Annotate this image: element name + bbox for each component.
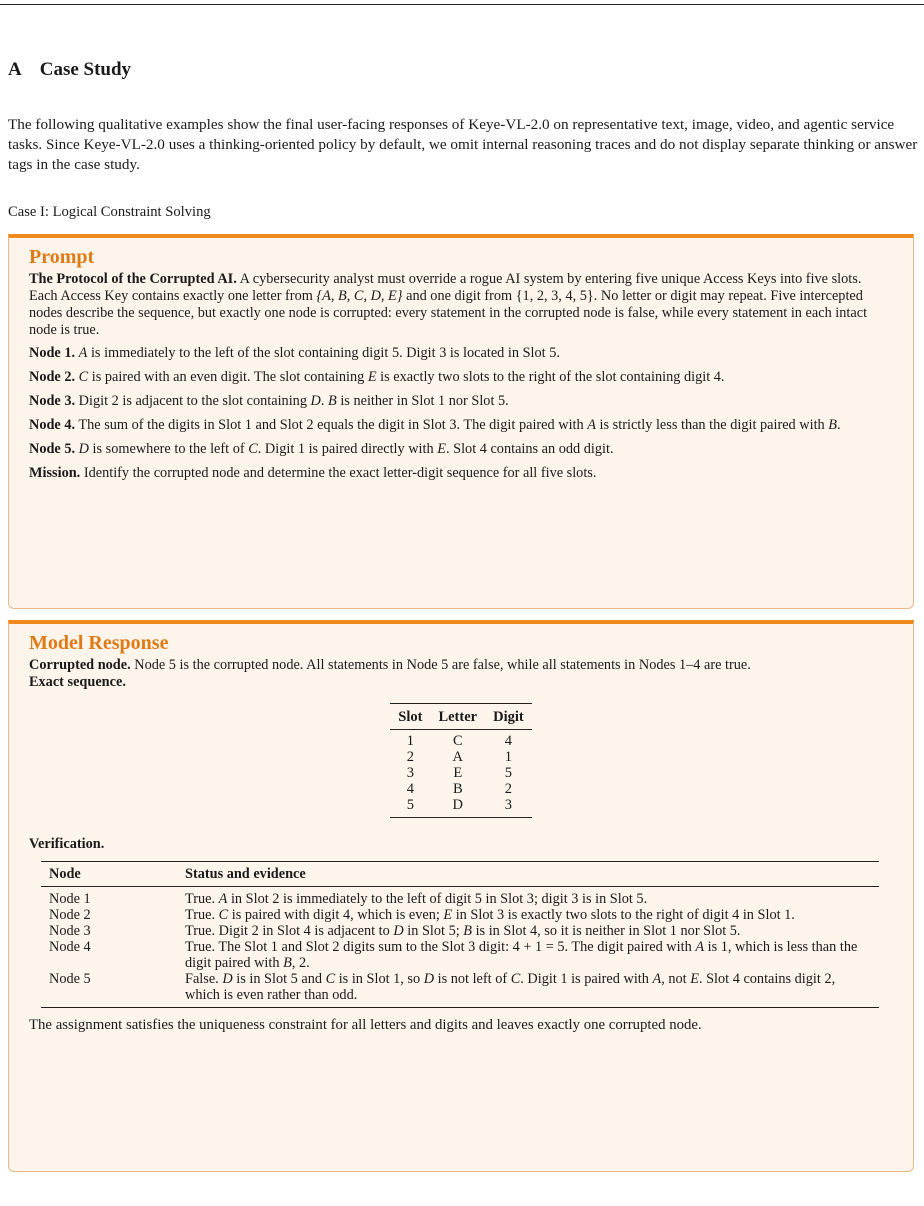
sequence-header-letter: Letter xyxy=(430,704,485,730)
sequence-label: Exact sequence. xyxy=(29,674,126,690)
verification-row xyxy=(41,923,879,939)
section-heading xyxy=(8,59,131,81)
variable-text: D xyxy=(222,971,233,987)
prompt-title: Prompt xyxy=(29,246,95,268)
node-statement xyxy=(29,393,893,410)
node-statement xyxy=(29,417,893,434)
protocol-text-1: A cybersecurity analyst must override a rogue AI system by entering five unique Access Keys into five slots. Each Access Key contains exactly one letter from xyxy=(29,271,862,304)
variable-text: E xyxy=(443,907,453,923)
response-title: Model Response xyxy=(29,632,169,654)
sequence-header-row xyxy=(390,704,531,730)
evidence-text: is in Slot 4, so it is neither in Slot 1 nor Slot 5. xyxy=(472,923,741,939)
variable-text: A xyxy=(695,939,705,955)
verification-status-cell xyxy=(177,939,879,971)
protocol-paragraph xyxy=(29,271,893,339)
verification-row xyxy=(41,907,879,923)
response-box xyxy=(8,620,914,1172)
variable-text: D xyxy=(78,441,89,457)
variable-text: E xyxy=(690,971,699,987)
node-statement xyxy=(29,345,893,362)
statement-text: Digit 2 is adjacent to the slot containing xyxy=(78,393,311,409)
protocol-text-3: . No letter or digit may repeat. Five intercepted nodes describe the sequence, but exactly one node is corrupted: every statement in the corrupted node is false, while every statement in each intact node is true. xyxy=(29,288,868,338)
verification-body xyxy=(41,887,879,1008)
digit-set: {1, 2, 3, 4, 5} xyxy=(515,288,594,304)
evidence-text: is 1, which is less than the digit paired with xyxy=(185,939,858,971)
verification-status-cell xyxy=(177,923,879,939)
slot-cell: 5 xyxy=(406,797,414,813)
evidence-text: False. xyxy=(185,971,223,987)
verification-header-node: Node xyxy=(41,862,177,887)
variable-text: C xyxy=(325,971,336,987)
slot-cell: 4 xyxy=(406,781,414,797)
section-title: Case Study xyxy=(39,59,132,80)
statement-text: is exactly two slots to the right of the slot containing digit 4. xyxy=(376,369,725,385)
variable-text: C xyxy=(78,369,89,385)
node-list xyxy=(29,345,893,458)
section-number: A xyxy=(8,59,22,80)
statement-text: is strictly less than the digit paired with xyxy=(595,417,829,433)
node-label: Node 3. xyxy=(29,393,76,409)
variable-text: D xyxy=(393,923,404,939)
statement-text: . xyxy=(837,417,841,433)
node-label: Node 4. xyxy=(29,417,76,433)
statement-text: . Slot 4 contains an odd digit. xyxy=(445,441,614,457)
statement-text: is immediately to the left of the slot containing digit 5. Digit 3 is located in Slot 5. xyxy=(87,345,560,361)
mission-paragraph xyxy=(29,465,893,482)
case-label: Case I: Logical Constraint Solving xyxy=(8,204,211,220)
evidence-text: in Slot 2 is immediately to the left of digit 5 in Slot 3; digit 3 is in Slot 5. xyxy=(227,891,648,907)
evidence-text: is in Slot 5 and xyxy=(232,971,326,987)
evidence-text: is paired with digit 4, which is even; xyxy=(228,907,444,923)
evidence-text: True. xyxy=(185,907,219,923)
statement-text: The sum of the digits in Slot 1 and Slot 2 equals the digit in Slot 3. The digit paired with xyxy=(78,417,588,433)
verification-node-cell: Node 2 xyxy=(49,907,91,923)
protocol-text-2: and one digit from xyxy=(406,288,513,304)
variable-text: A xyxy=(652,971,662,987)
variable-text: E xyxy=(437,441,446,457)
node-label: Node 5. xyxy=(29,441,76,457)
sequence-header-digit: Digit xyxy=(485,704,532,730)
corrupted-label: Corrupted node. xyxy=(29,657,131,673)
corrupted-text: Node 5 is the corrupted node. All statements in Node 5 are false, while all statements in Nodes 1–4 are true. xyxy=(134,657,751,673)
evidence-text: . Digit 1 is paired with xyxy=(520,971,653,987)
corrupted-paragraph xyxy=(29,657,893,674)
letter-cell: E xyxy=(453,765,463,781)
evidence-text: True. Digit 2 in Slot 4 is adjacent to xyxy=(185,923,394,939)
variable-text: C xyxy=(218,907,229,923)
sequence-row xyxy=(390,730,531,750)
closing-paragraph: The assignment satisfies the uniqueness constraint for all letters and digits and leaves exactly one corrupted node. xyxy=(29,1017,702,1033)
top-rule xyxy=(0,4,924,5)
node-label: Node 1. xyxy=(29,345,76,361)
statement-text: . Digit 1 is paired directly with xyxy=(257,441,438,457)
digit-cell: 4 xyxy=(504,733,513,749)
slot-cell: 1 xyxy=(406,733,414,749)
sequence-row xyxy=(390,765,531,781)
prompt-box xyxy=(8,234,914,609)
variable-text: B xyxy=(283,955,292,971)
variable-text: D xyxy=(310,393,321,409)
verification-row xyxy=(41,887,879,908)
variable-text: A xyxy=(587,417,596,433)
statement-text: is neither in Slot 1 nor Slot 5. xyxy=(336,393,509,409)
evidence-text: in Slot 3 is exactly two slots to the right of digit 4 in Slot 1. xyxy=(452,907,795,923)
evidence-text: is in Slot 1, so xyxy=(335,971,424,987)
intro-paragraph: The following qualitative examples show the final user-facing responses of Keye-VL-2.0 on representative text, image, video, and agentic service tasks. Since Keye-VL-2.0 uses a thinking-oriented policy by default, we omit internal reasoning traces and do not display separate thinking or answer tags in the case study. xyxy=(8,116,918,173)
verification-header-status: Status and evidence xyxy=(177,862,879,887)
mission-text: Identify the corrupted node and determine the exact letter-digit sequence for all five slots. xyxy=(83,465,597,481)
mission-label: Mission. xyxy=(29,465,81,481)
verification-node-cell: Node 1 xyxy=(49,891,91,907)
digit-cell: 1 xyxy=(504,749,513,765)
node-statement xyxy=(29,369,893,386)
variable-text: A xyxy=(218,891,228,907)
variable-text: D xyxy=(423,971,435,987)
letter-cell: D xyxy=(452,797,464,813)
statement-text: is paired with an even digit. The slot containing xyxy=(88,369,368,385)
sequence-row xyxy=(390,797,531,818)
verification-table xyxy=(41,861,879,1008)
variable-text: E xyxy=(367,369,377,385)
letter-cell: C xyxy=(452,733,463,749)
verification-status-cell xyxy=(177,907,879,923)
verification-node-cell: Node 5 xyxy=(49,971,91,987)
sequence-row xyxy=(390,749,531,765)
slot-cell: 3 xyxy=(406,765,414,781)
sequence-header-slot: Slot xyxy=(390,704,430,730)
evidence-text: , 2. xyxy=(291,955,310,971)
verification-header-row xyxy=(41,862,879,887)
evidence-text: is not left of xyxy=(434,971,511,987)
variable-text: C xyxy=(510,971,521,987)
verification-status-cell xyxy=(177,887,879,908)
statement-text: . xyxy=(320,393,329,409)
digit-cell: 2 xyxy=(504,781,513,797)
variable-text: B xyxy=(828,417,838,433)
node-label: Node 2. xyxy=(29,369,76,385)
verification-label: Verification. xyxy=(29,836,105,852)
digit-cell: 3 xyxy=(504,797,513,813)
digit-cell: 5 xyxy=(504,765,513,781)
protocol-lead: The Protocol of the Corrupted AI. xyxy=(29,271,237,287)
sequence-table xyxy=(390,703,531,818)
sequence-body xyxy=(390,730,531,818)
sequence-row xyxy=(390,781,531,797)
verification-node-cell: Node 3 xyxy=(49,923,91,939)
statement-text: is somewhere to the left of xyxy=(88,441,249,457)
letter-cell: B xyxy=(452,781,463,797)
letter-set: {A, B, C, D, E} xyxy=(316,288,403,304)
evidence-text: , not xyxy=(661,971,691,987)
evidence-text: in Slot 5; xyxy=(403,923,464,939)
verification-row xyxy=(41,939,879,971)
slot-cell: 2 xyxy=(406,749,414,765)
variable-text: A xyxy=(78,345,88,361)
evidence-text: True. The Slot 1 and Slot 2 digits sum to the Slot 3 digit: 4 + 1 = 5. The digit paired with xyxy=(185,939,696,955)
verification-row xyxy=(41,971,879,1008)
verification-status-cell xyxy=(177,971,879,1008)
evidence-text: True. xyxy=(185,891,219,907)
node-statement xyxy=(29,441,893,458)
variable-text: B xyxy=(328,393,337,409)
letter-cell: A xyxy=(452,749,464,765)
variable-text: C xyxy=(248,441,258,457)
variable-text: B xyxy=(463,923,473,939)
verification-node-cell: Node 4 xyxy=(49,939,91,955)
evidence-text: . Slot 4 contains digit 2, which is even rather than odd. xyxy=(185,971,836,1003)
